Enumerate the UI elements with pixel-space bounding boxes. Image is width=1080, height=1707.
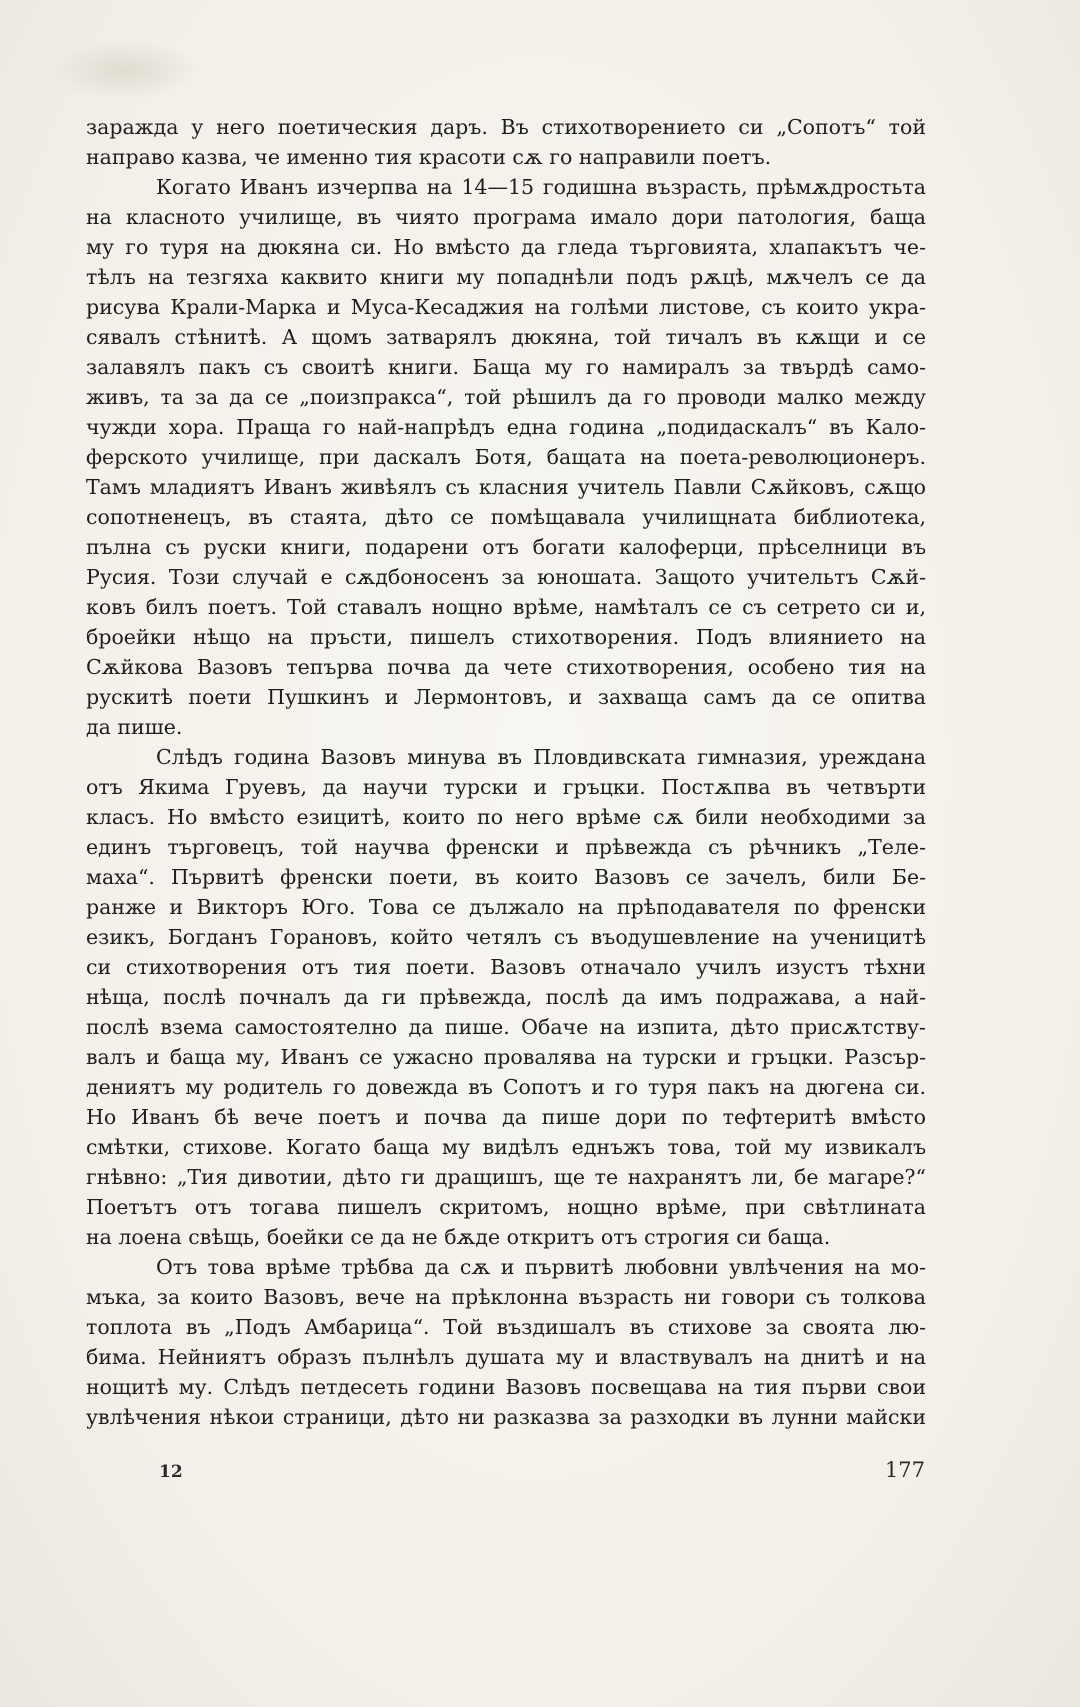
text-line: тѣлъ на тезгяха каквито книги му попаднѣли подъ рѫцѣ, мѫчелъ се да <box>86 265 926 289</box>
text-line: езикъ, Богданъ Горановъ, който четялъ съ въодушевление на ученицитѣ <box>86 925 926 949</box>
text-line: послѣ взема самостоятелно да пише. Обаче на изпита, дѣто присѫтству- <box>86 1015 926 1039</box>
text-line: заражда у него поетическия даръ. Въ стихотворението си „Сопотъ“ той <box>86 115 926 139</box>
text-line: топлота въ „Подъ Амбарица“. Той въздишалъ въ стихове за своята лю- <box>86 1315 926 1339</box>
text-line: пълна съ руски книги, подарени отъ богати калоферци, прѣселници въ <box>86 535 926 559</box>
text-line: мъка, за които Вазовъ, вече на прѣклонна възрасть ни говори съ толкова <box>86 1285 926 1309</box>
text-line: нѣща, послѣ почналъ да ги прѣвежда, послѣ да имъ подражава, а най- <box>86 985 926 1009</box>
text-line: Поетътъ отъ тогава пишелъ скритомъ, нощно врѣме, при свѣтлината <box>86 1195 926 1219</box>
text-line: си стихотворения отъ тия поети. Вазовъ отначало училъ изустъ тѣхни <box>86 955 926 979</box>
text-line: Сѫйкова Вазовъ тепърва почва да чете стихотворения, особено тия на <box>86 655 926 679</box>
text-line: чужди хора. Праща го най-напрѣдъ една година „подидаскалъ“ въ Кало- <box>86 415 926 439</box>
text-line: ферското училище, при даскалъ Ботя, бащата на поета-революционеръ. <box>86 445 926 469</box>
text-line: ковъ билъ поетъ. Той ставалъ нощно врѣме, намѣталъ се съ сетрето си и, <box>86 595 926 619</box>
text-line: отъ Якима Груевъ, да научи турски и гръцки. Постѫпва въ четвърти <box>86 775 926 799</box>
text-line: залавялъ пакъ съ своитѣ книги. Баща му го намиралъ за твърдѣ само- <box>86 355 926 379</box>
text-line: на класното училище, въ чиято програма имало дори патология, баща <box>86 205 926 229</box>
text-line: направо казва, че именно тия красоти сѫ го направили поетъ. <box>86 145 772 169</box>
text-line: нощитѣ му. Слѣдъ петдесеть години Вазовъ посвещава на тия първи свои <box>86 1375 926 1399</box>
text-line: валъ и баща му, Иванъ се ужасно провалява на турски и гръцки. Разсър- <box>86 1045 926 1069</box>
text-line: Отъ това врѣме трѣбва да сѫ и първитѣ любовни увлѣчения на мо- <box>156 1255 926 1279</box>
printer-signature-mark: 12 <box>159 1462 183 1482</box>
page-stain <box>50 40 200 100</box>
text-line: Когато Иванъ изчерпва на 14—15 годишна възрасть, прѣмѫдростьта <box>156 175 926 199</box>
text-line: маха“. Първитѣ френски поети, въ които Вазовъ се зачелъ, били Бе- <box>86 865 926 889</box>
page-number: 177 <box>884 1458 925 1482</box>
text-line: сявалъ стѣнитѣ. А щомъ затварялъ дюкяна, той тичалъ въ кѫщи и се <box>86 325 926 349</box>
text-line: смѣтки, стихове. Когато баща му видѣлъ еднъжъ това, той му извикалъ <box>86 1135 926 1159</box>
text-line: да пише. <box>86 715 183 739</box>
text-line: на лоена свѣщь, боейки се да не бѫде откритъ отъ строгия си баща. <box>86 1225 831 1249</box>
text-line: увлѣчения нѣкои страници, дѣто ни разказва за разходки въ лунни майски <box>86 1405 926 1429</box>
text-line: рускитѣ поети Пушкинъ и Лермонтовъ, и захваща самъ да се опитва <box>86 685 926 709</box>
text-line: класъ. Но вмѣсто езицитѣ, които по него врѣме сѫ били необходими за <box>86 805 926 829</box>
text-line: живъ, та за да се „поизпракса“, той рѣшилъ да го проводи малко между <box>86 385 926 409</box>
text-line: Слѣдъ година Вазовъ минува въ Пловдивската гимназия, уреждана <box>156 745 926 769</box>
text-line: единъ търговецъ, той научва френски и прѣвежда съ рѣчникъ „Теле- <box>86 835 926 859</box>
text-line: Русия. Този случай е сѫдбоносенъ за юношата. Защото учительтъ Сѫй- <box>86 565 926 589</box>
text-line: дениятъ му родитель го довежда въ Сопотъ и го туря пакъ на дюгена си. <box>86 1075 926 1099</box>
text-line: Но Иванъ бѣ вече поетъ и почва да пише дори по тефтеритѣ вмѣсто <box>86 1105 926 1129</box>
text-line: ранже и Викторъ Юго. Това се дължало на прѣподавателя по френски <box>86 895 926 919</box>
text-line: му го туря на дюкяна си. Но вмѣсто да гледа търговията, хлапакътъ че- <box>86 235 926 259</box>
text-line: гнѣвно: „Тия дивотии, дѣто ги дращишъ, ще те нахранятъ ли, бе магаре?“ <box>86 1165 926 1189</box>
text-line: Тамъ младиятъ Иванъ живѣялъ съ класния учитель Павли Сѫйковъ, сѫщо <box>86 475 926 499</box>
text-line: броейки нѣщо на пръсти, пишелъ стихотворения. Подъ влиянието на <box>86 625 926 649</box>
text-line: рисува Крали-Марка и Муса-Кесаджия на голѣми листове, съ които укра- <box>86 295 926 319</box>
text-line: сопотненецъ, въ стаята, дѣто се помѣщавала училищната библиотека, <box>86 505 926 529</box>
body-text <box>86 112 926 1432</box>
text-line: бима. Нейниятъ образъ пълнѣлъ душата му и властвувалъ на днитѣ и на <box>86 1345 926 1369</box>
